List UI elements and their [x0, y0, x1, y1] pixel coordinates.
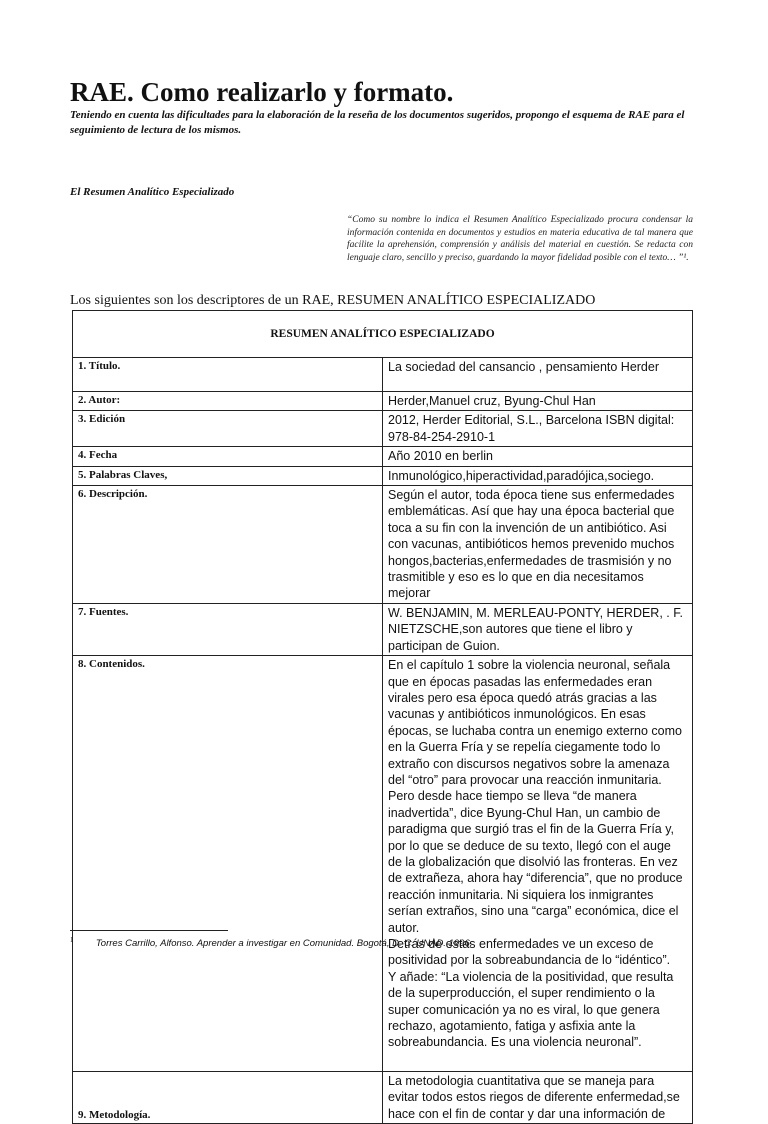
row-value: W. BENJAMIN, M. MERLEAU-PONTY, HERDER, . F. NIETZSCHE,son autores que tiene el libro y participan de Guion.	[383, 603, 693, 655]
table-row-descripcion	[73, 486, 693, 604]
table-row-fecha	[73, 447, 693, 466]
footnote	[70, 936, 690, 949]
table-row-titulo	[73, 358, 693, 392]
row-label: 7. Fuentes.	[73, 603, 383, 655]
content-paragraph: Detrás de estas enfermedades ve un exceso de positividad por la sobreabundancia de lo “idéntico”.	[388, 937, 671, 968]
row-label: 2. Autor:	[73, 392, 383, 411]
row-value: Según el autor, toda época tiene sus enfermedades emblemáticas. Así que hay una época bacterial que toca a su fin con la invención de un antibiótico. Asi con vacunas, antibióticos hemos prevenido muchos hongos,bacterias,enfermedades de trasmisión y no trasmitible y eso es lo que en dia necesitamos mejorar	[383, 486, 693, 604]
row-label: 6. Descripción.	[73, 486, 383, 604]
row-value: Año 2010 en berlin	[383, 447, 693, 466]
table-row-palabras-claves	[73, 466, 693, 485]
row-label-text: 9. Metodología.	[78, 1109, 151, 1122]
table-header-row	[73, 311, 693, 358]
row-label: 5. Palabras Claves,	[73, 466, 383, 485]
content-paragraph: Pero desde hace tiempo se lleva “de manera inadvertida”, dice Byung-Chul Han, un cambio de paradigma que surgió tras el fin de la Guerra Fría y, por lo que se deduce de su texto, llegó con el auge de la globalización que disolvió las fronteras. En vez de extrañeza, ahora hay “diferencia”, que no produce reacción inmunitaria. Ni siquiera los inmigrantes serían extraños, sino una “carga” económica, dice el autor.	[388, 789, 683, 935]
row-value: Inmunológico,hiperactividad,paradójica,sociego.	[383, 466, 693, 485]
document-subtitle: Teniendo en cuenta las dificultades para la elaboración de la reseña de los documentos sugeridos, propongo el esquema de RAE para el seguimiento de lectura de los mismos.	[70, 109, 685, 136]
row-label	[73, 1071, 383, 1123]
footnote-divider	[70, 930, 228, 931]
footnote-number: 1	[70, 936, 74, 944]
table-row-autor	[73, 392, 693, 411]
table-row-fuentes	[73, 603, 693, 655]
row-value: Herder,Manuel cruz, Byung-Chul Han	[383, 392, 693, 411]
table-row-metodologia	[73, 1071, 693, 1123]
row-label: 8. Contenidos.	[73, 656, 383, 1072]
row-label: 1. Título.	[73, 358, 383, 392]
footnote-text: Torres Carrillo, Alfonso. Aprender a investigar en Comunidad. Bogotá, D. C. UNAD. 1996.	[95, 938, 473, 950]
rae-table	[72, 310, 693, 1124]
intro-text: Los siguientes son los descriptores de un RAE, RESUMEN ANALÍTICO ESPECIALIZADO	[70, 293, 596, 308]
table-row-contenidos	[73, 656, 693, 1072]
row-label: 3. Edición	[73, 411, 383, 447]
table-row-edicion	[73, 411, 693, 447]
section-heading: El Resumen Analítico Especializado	[70, 186, 235, 198]
row-value: 2012, Herder Editorial, S.L., Barcelona ISBN digital: 978-84-254-2910-1	[383, 411, 693, 447]
document-title: RAE. Como realizarlo y formato.	[70, 77, 454, 107]
row-value: La sociedad del cansancio , pensamiento Herder	[383, 358, 693, 392]
row-value	[383, 656, 693, 1072]
row-label: 4. Fecha	[73, 447, 383, 466]
row-value: La metodologia cuantitativa que se maneja para evitar todos estos riegos de diferente enfermedad,se hace con el fin de contar y dar una información de	[383, 1071, 693, 1123]
table-header: RESUMEN ANALÍTICO ESPECIALIZADO	[73, 311, 693, 358]
content-paragraph: En el capítulo 1 sobre la violencia neuronal, señala que en épocas pasadas las enfermedades eran virales pero esa época quedó atrás gracias a las vacunas y antibióticos inmunológicos. En esas épocas, se luchaba contra un enemigo externo como en la Guerra Fría y se repelía ciegamente todo lo extraño con discursos negativos sobre la amenaza del “otro” para provocar una reacción inmunitaria.	[388, 658, 682, 787]
content-paragraph: Y añade: “La violencia de la positividad, que resulta de la superproducción, el super rendimiento o la super comunicación ya no es viral, lo que genera rechazo, agotamiento, fatiga y asfixia ante la sobreabundancia. Es una violencia neuronal”.	[388, 969, 674, 1050]
definition-quote: “Como su nombre lo indica el Resumen Analítico Especializado procura condensar la información contenida en documentos y estudios en materia educativa de tal manera que facilite la aprehensión, comprensión y análisis del material en cuestión. Se redacta con lenguaje claro, sencillo y preciso, guardando la mayor fidelidad posible con el texto… ”¹.	[347, 215, 693, 263]
